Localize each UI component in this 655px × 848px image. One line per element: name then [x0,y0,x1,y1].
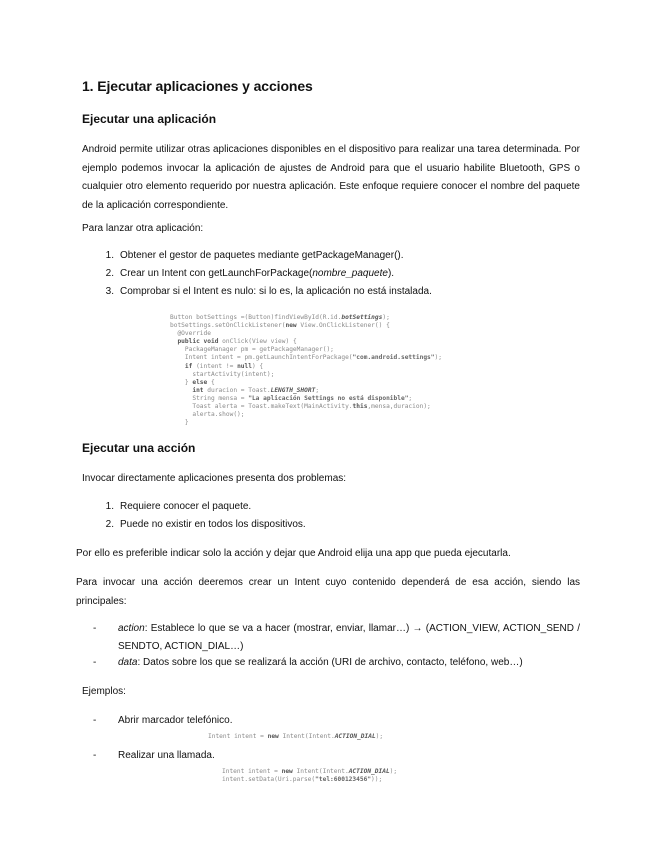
action-lead-text: Invocar directamente aplicaciones presenta dos problemas: [82,473,347,484]
code-snippet-dial [208,733,383,741]
action-paragraph-1: Por ello es preferible indicar solo la acción y dejar que Android elija una app que pueda ejecutarla. [76,548,511,559]
code-line: Intent intent = new Intent(Intent.ACTION_DIAL); [208,733,384,740]
action-paragraph-2: Para invocar una acción deeremos crear un Intent cuyo contenido dependerá de esa acción, siendo las principales: [76,577,580,607]
code-line: if (intent != null) { [184,362,264,370]
code-line: Intent intent = pm.getLaunchIntentForPackage("com.android.settings"); [170,354,442,362]
code-line: intent.setData(Uri.parse("tel:600123456")); [222,776,383,784]
app-lead-text: Para lanzar otra aplicación: [82,223,204,234]
code-line: botSettings.setOnClickListener(new View.OnClickListener() { [170,322,390,330]
code-snippet-call [222,768,397,784]
code-line: startActivity(intent); [170,370,275,378]
examples-label: Ejemplos: [82,686,126,697]
code-line: public void onClick(View view) { [177,338,297,346]
code-line: } else { [170,378,215,386]
code-line: PackageManager pm = getPackageManager(); [170,346,334,354]
document-page: 1. Ejecutar aplicaciones y acciones Ejecutar una aplicación Android permite utilizar otras aplicaciones disponibles en el dispositivo para realizar una tarea determinada. Por ejemplo podemos invocar la aplicación de ajustes de Android para que el usuario habilite Bluetooth, GPS o cualquier otro elemento requerido por nuestra aplicación. Este enfoque requiere conocer el nombre del paquete de la aplicación correspondiente. Para lanzar otra aplicación: 1. Obtener el gestor de paquetes mediante getPackageManager(). 2. Crear un Intent con getLaunchForPackage(nombre_paquete). 3. Comprobar si el Intent es nulo: si lo es, la aplicación no está instalada. Button botSettings =(Button)findViewById(R.id.botSettings); botSettings.setOnClickListener(new View.OnClickListener() { @Override public void onClick(View view) { PackageManager pm = getPackageManager(); Intent intent = pm.getLaunchIntentForPackage("com.android.settings"); if (intent != null) { startActivity(intent); } else { int duracion = Toast.LENGTH_SHORT; String mensa = "La aplicación Settings no está disponible"; Toast alerta = Toast.makeText(MainActivity.this,mensa,duracion); alerta.show(); } Ejecutar una acción Invocar directamente aplicaciones presenta dos problemas: 1. Requiere conocer el paquete. 2. Puede no existir en todos los dispositivos. Por ello es preferible indicar solo la acción y dejar que Android elija una app que pueda ejecutarla. Para invocar una acción deeremos crear un Intent cuyo contenido dependerá de esa acción, siendo las principales: - action: Establece lo que se va a hacer (mostrar, enviar, llamar…) → (ACTION_VIEW, ACTION_SEND / SENDTO, ACTION_DIAL…) - data: Datos sobre los que se realizará la acción (URI de archivo, contacto, teléfono, web…) Ejemplos: - Abrir marcador telefónico. Intent intent = new Intent(Intent.ACTION_DIAL); - Realizar una llamada. Intent intent = new Intent(Intent.ACTION_DIAL); intent.setData(Uri.parse("tel:600123456")); [76,78,580,784]
code-line: @Override [170,330,211,338]
code-line: Intent intent = new Intent(Intent.ACTION_DIAL); [222,768,398,775]
code-line: int duracion = Toast.LENGTH_SHORT; [192,386,320,394]
code-line: alerta.show(); [170,411,245,419]
code-line: Toast alerta = Toast.makeText(MainActivity.this,mensa,duracion); [170,403,431,411]
code-line: String mensa = "La aplicación Settings no está disponible"; [170,394,413,402]
bullet-item-action: - action: Establece lo que se va a hacer (mostrar, enviar, llamar…) → (ACTION_VIEW, ACTION_SEND / SENDTO, ACTION_DIAL…) [93,623,580,652]
app-intro-paragraph: Android permite utilizar otras aplicaciones disponibles en el dispositivo para realizar una tarea determinada. Por ejemplo podemos invocar la aplicación de ajustes de Android para que el usuario habilite Bluetooth, GPS o cualquier otro elemento requerido por nuestra aplicación. Este enfoque requiere conocer el nombre del paquete de la aplicación correspondiente. [82,144,580,211]
code-snippet-launch-app [170,314,442,427]
heading-ejecutar-aplicacion: Ejecutar una aplicación [82,112,217,126]
section-title: 1. Ejecutar aplicaciones y acciones [82,78,313,94]
code-line: } [170,419,189,427]
heading-ejecutar-accion: Ejecutar una acción [82,441,196,455]
code-line: Button botSettings =(Button)findViewById(R.id.botSettings); [170,314,390,321]
